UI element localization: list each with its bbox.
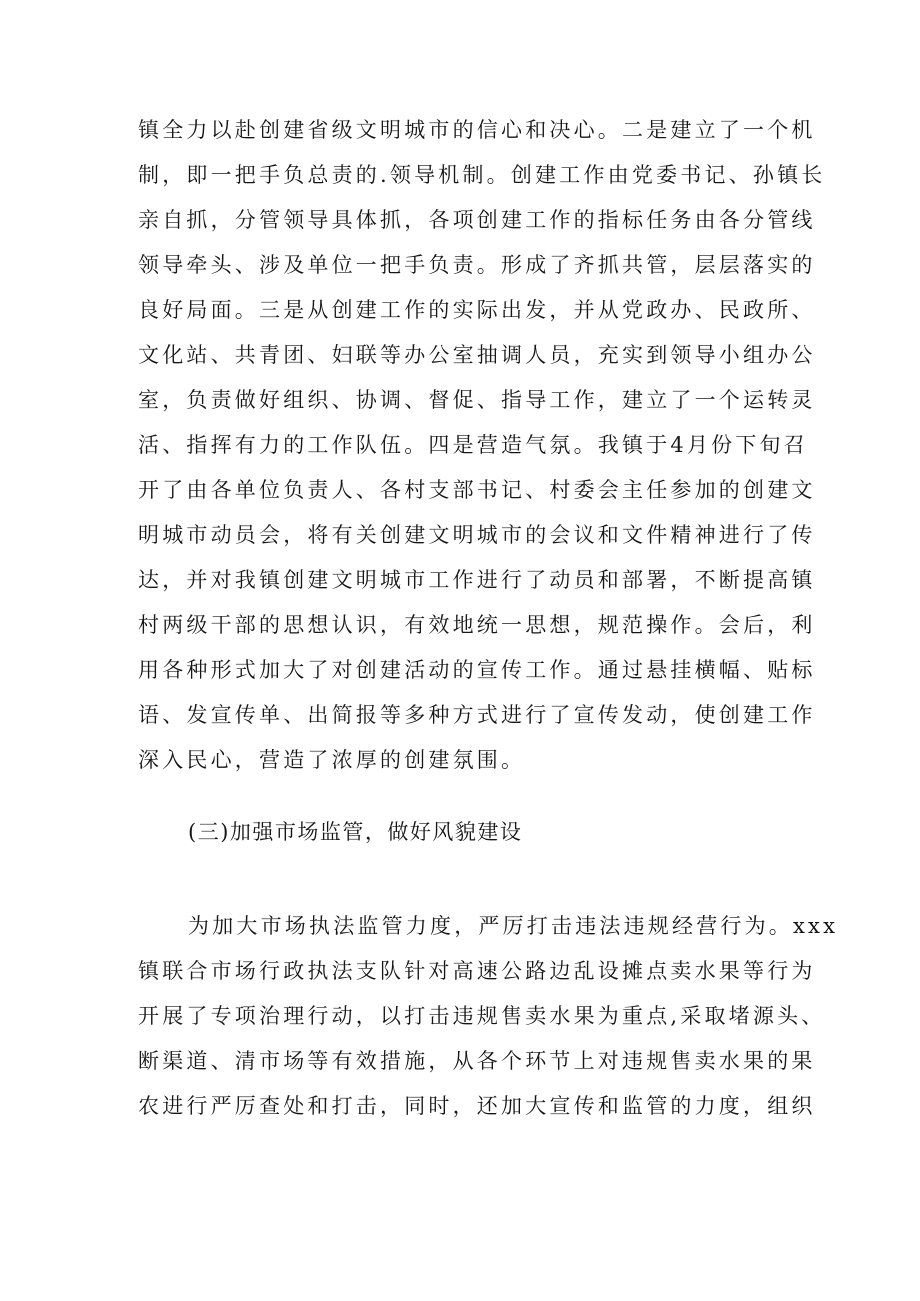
text-line: 明城市动员会，将有关创建文明城市的会议和文件精神进行了传	[138, 523, 816, 547]
text-line: 村两级干部的思想认识，有效地统一思想，规范操作。会后，利	[138, 613, 816, 637]
section-heading: (三)加强市场监管，做好风貌建设	[188, 820, 523, 844]
text-line: 农进行严厉查处和打击，同时，还加大宣传和监管的力度，组织	[138, 1094, 816, 1118]
text-line: 镇全力以赴创建省级文明城市的信心和决心。二是建立了一个机	[138, 118, 816, 142]
text-line: 开展了专项治理行动，以打击违规售卖水果为重点,采取堵源头、	[138, 1004, 826, 1028]
text-line: 良好局面。三是从创建工作的实际出发，并从党政办、民政所、	[138, 298, 816, 322]
text-line: 制，即一把手负总责的.领导机制。创建工作由党委书记、孙镇长	[138, 163, 826, 187]
text-line: 文化站、共青团、妇联等办公室抽调人员，充实到领导小组办公	[138, 343, 816, 367]
text-line: 亲自抓，分管领导具体抓，各项创建工作的指标任务由各分管线	[138, 208, 816, 232]
text-line: 开了由各单位负责人、各村支部书记、村委会主任参加的创建文	[138, 478, 816, 502]
text-line: 断渠道、清市场等有效措施，从各个环节上对违规售卖水果的果	[138, 1049, 816, 1073]
text-line: 镇联合市场行政执法支队针对高速公路边乱设摊点卖水果等行为	[138, 959, 816, 983]
text-line: 领导牵头、涉及单位一把手负责。形成了齐抓共管，层层落实的	[138, 253, 816, 277]
text-line: 活、指挥有力的工作队伍。四是营造气氛。我镇于4月份下旬召	[138, 433, 808, 457]
text-line: 为加大市场执法监管力度，严厉打击违法违规经营行为。xxx	[188, 914, 839, 938]
text-line: 语、发宣传单、出简报等多种方式进行了宣传发动，使创建工作	[138, 703, 816, 727]
text-line: 用各种形式加大了对创建活动的宣传工作。通过悬挂横幅、贴标	[138, 658, 816, 682]
text-line: 室，负责做好组织、协调、督促、指导工作，建立了一个运转灵	[138, 388, 816, 412]
text-line: 深入民心，营造了浓厚的创建氛围。	[138, 748, 526, 772]
text-line: 达，并对我镇创建文明城市工作进行了动员和部署，不断提高镇	[138, 568, 816, 592]
